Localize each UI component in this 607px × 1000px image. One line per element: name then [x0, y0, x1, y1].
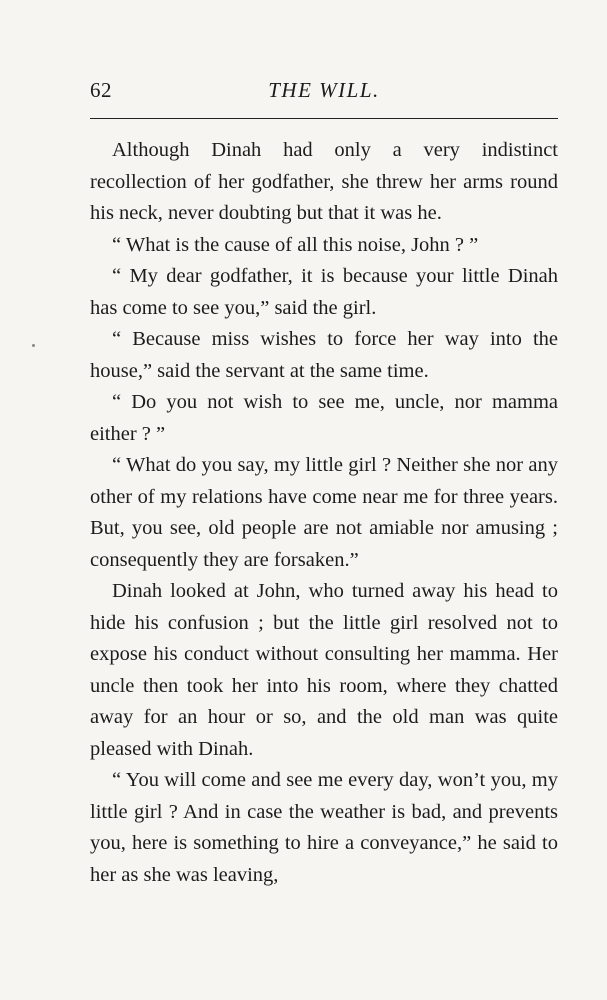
paragraph: “ Because miss wishes to force her way into the house,” said the servant at the same time.: [90, 328, 558, 382]
paragraph: “ My dear godfather, it is because your little Dinah has come to see you,” said the girl.: [90, 265, 558, 319]
running-title: THE WILL.: [268, 78, 380, 102]
paragraph: Although Dinah had only a very indistinct recollection of her godfather, she threw her arms round his neck, never doubting but that it was he.: [90, 139, 558, 224]
paragraph: “ Do you not wish to see me, uncle, nor mamma either ? ”: [90, 391, 558, 445]
paper-speck: [32, 344, 35, 347]
paragraph: “ You will come and see me every day, won’t you, my little girl ? And in case the weather is bad, and prevents you, here is something to hire a conveyance,” he said to her as she was leaving,: [90, 769, 558, 886]
body-text: [90, 135, 558, 891]
page-header: [90, 78, 558, 108]
page-number: 62: [90, 78, 112, 102]
paragraph: “ What do you say, my little girl ? Neither she nor any other of my relations have come near me for three years. But, you see, old people are not amiable nor amusing ; consequently they are forsaken.”: [90, 454, 558, 571]
paragraph: Dinah looked at John, who turned away his head to hide his confusion ; but the little girl resolved not to expose his conduct without consulting her mamma. Her uncle then took her into his room, where they chatted away for an hour or so, and the old man was quite pleased with Dinah.: [90, 580, 558, 760]
header-rule: [90, 118, 558, 119]
paragraph: “ What is the cause of all this noise, John ? ”: [112, 233, 479, 256]
